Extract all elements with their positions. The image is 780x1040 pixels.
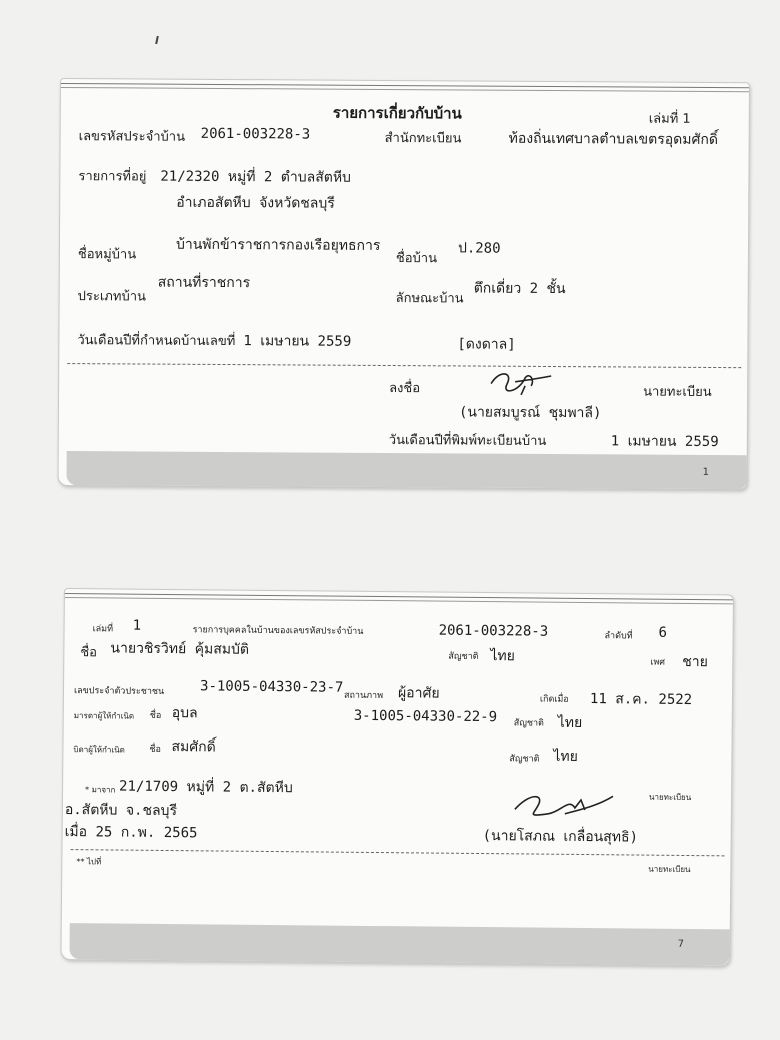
page-number: 7 [677, 938, 685, 950]
house-name-label: ชื่อบ้าน [395, 251, 438, 267]
mother-label: มารดาผู้ให้กำเนิด [73, 711, 135, 721]
book-number: เล่มที่ 1 [648, 111, 691, 127]
house-code-value: 2061-003228-3 [200, 125, 311, 143]
card-title: รายการบุคคลในบ้านของเลขรหัสประจำบ้าน [192, 625, 364, 637]
signer-name: (นายโสภณ เกลื่อนสุทธิ) [482, 828, 639, 846]
name-label: ชื่อ [80, 645, 98, 661]
house-style-label: ลักษณะบ้าน [395, 291, 464, 307]
address-line-2: อำเภอสัตหีบ จังหวัดชลบุรี [176, 194, 335, 212]
registrar-signature [509, 787, 619, 822]
person-details-card [60, 588, 734, 966]
village-value: บ้านพักข้าราชการกองเรือยุทธการ [175, 236, 381, 254]
mother-id: 3-1005-04330-22-9 [353, 707, 498, 726]
mother-name: อุบล [171, 705, 198, 722]
address-line-1: 21/2320 หมู่ที่ 2 ตำบลสัตหีบ [160, 168, 352, 186]
house-type-value: สถานที่ราชการ [157, 274, 251, 292]
father-nationality: ไทย [553, 748, 578, 765]
person-name: นายวชิรวิทย์ คุ้มสมบัติ [110, 640, 250, 658]
house-code-value: 2061-003228-3 [438, 622, 549, 640]
father-name-label: ชื่อ [149, 744, 162, 755]
stamp-text: [ดงดาล] [457, 336, 516, 353]
father-label: บิดาผู้ให้กำเนิด [73, 745, 125, 755]
signed-label: ลงชื่อ [389, 381, 421, 397]
father-nationality-label: สัญชาติ [509, 754, 540, 765]
mother-name-label: ชื่อ [149, 710, 162, 721]
registrar-label-2: นายทะเบียน [648, 864, 691, 875]
card-footer-band [69, 923, 729, 965]
moved-from-line-3: เมื่อ 25 ก.พ. 2565 [64, 824, 198, 842]
id-number: 3-1005-04330-23-7 [199, 678, 344, 696]
house-code-label: เลขรหัสประจำบ้าน [78, 129, 186, 145]
moved-from-mark: * มาจาก [85, 785, 116, 795]
status-label: สถานภาพ [343, 690, 384, 702]
office-label: สำนักทะเบียน [384, 130, 462, 147]
nationality-value: ไทย [490, 648, 515, 665]
nationality-label: สัญชาติ [448, 651, 479, 662]
card-footer-band [67, 451, 747, 489]
house-details-card [58, 78, 750, 490]
mother-nationality: ไทย [557, 714, 583, 731]
page-number: 1 [702, 466, 710, 478]
registrar-signature [485, 368, 555, 396]
father-name: สมศักดิ์ [171, 739, 216, 756]
house-style-value: ตึกเดี่ยว 2 ชั้น [473, 280, 566, 298]
born-label: เกิดเมื่อ [539, 694, 569, 705]
registrar-label: นายทะเบียน [643, 384, 712, 400]
registrar-label: นายทะเบียน [648, 792, 692, 803]
mother-nationality-label: สัญชาติ [513, 718, 544, 729]
divider [67, 363, 741, 368]
book-label: เล่มที่ [92, 624, 114, 635]
card-title: รายการเกี่ยวกับบ้าน [332, 103, 462, 123]
moved-from-line-2: อ.สัตหีบ จ.ชลบุรี [64, 802, 178, 820]
book-number: 1 [132, 617, 142, 634]
date-assigned-value: 1 เมษายน 2559 [243, 333, 352, 350]
id-label: เลขประจำตัวประชาชน [73, 686, 165, 697]
born-date: 11 ส.ค. 2522 [589, 691, 693, 709]
moved-from-line-1: 21/1709 หมู่ที่ 2 ต.สัตหีบ [119, 778, 293, 797]
sex-value: ชาย [682, 653, 708, 671]
speck-mark [155, 36, 159, 44]
card-top-rule [61, 87, 749, 92]
order-label: ลำดับที่ [604, 631, 633, 642]
signer-name: (นายสมบูรณ์ ชุมพาลี) [458, 404, 602, 422]
divider [70, 849, 724, 856]
order-number: 6 [658, 624, 668, 641]
sex-label: เพศ [650, 657, 666, 668]
print-date-label: วันเดือนปีที่พิมพ์ทะเบียนบ้าน [388, 433, 547, 449]
moved-to-mark: ** ไปที่ [76, 857, 102, 867]
address-label: รายการที่อยู่ [78, 169, 147, 185]
office-value: ท้องถิ่นเทศบาลตำบลเขตรอุดมศักดิ์ [508, 130, 719, 149]
date-assigned-label: วันเดือนปีที่กำหนดบ้านเลขที่ [77, 333, 236, 350]
status-value: ผู้อาศัย [397, 685, 440, 702]
village-label: ชื่อหมู่บ้าน [77, 247, 137, 263]
house-type-label: ประเภทบ้าน [77, 289, 146, 305]
print-date-value: 1 เมษายน 2559 [610, 433, 719, 451]
house-name-value: ป.280 [457, 240, 501, 257]
